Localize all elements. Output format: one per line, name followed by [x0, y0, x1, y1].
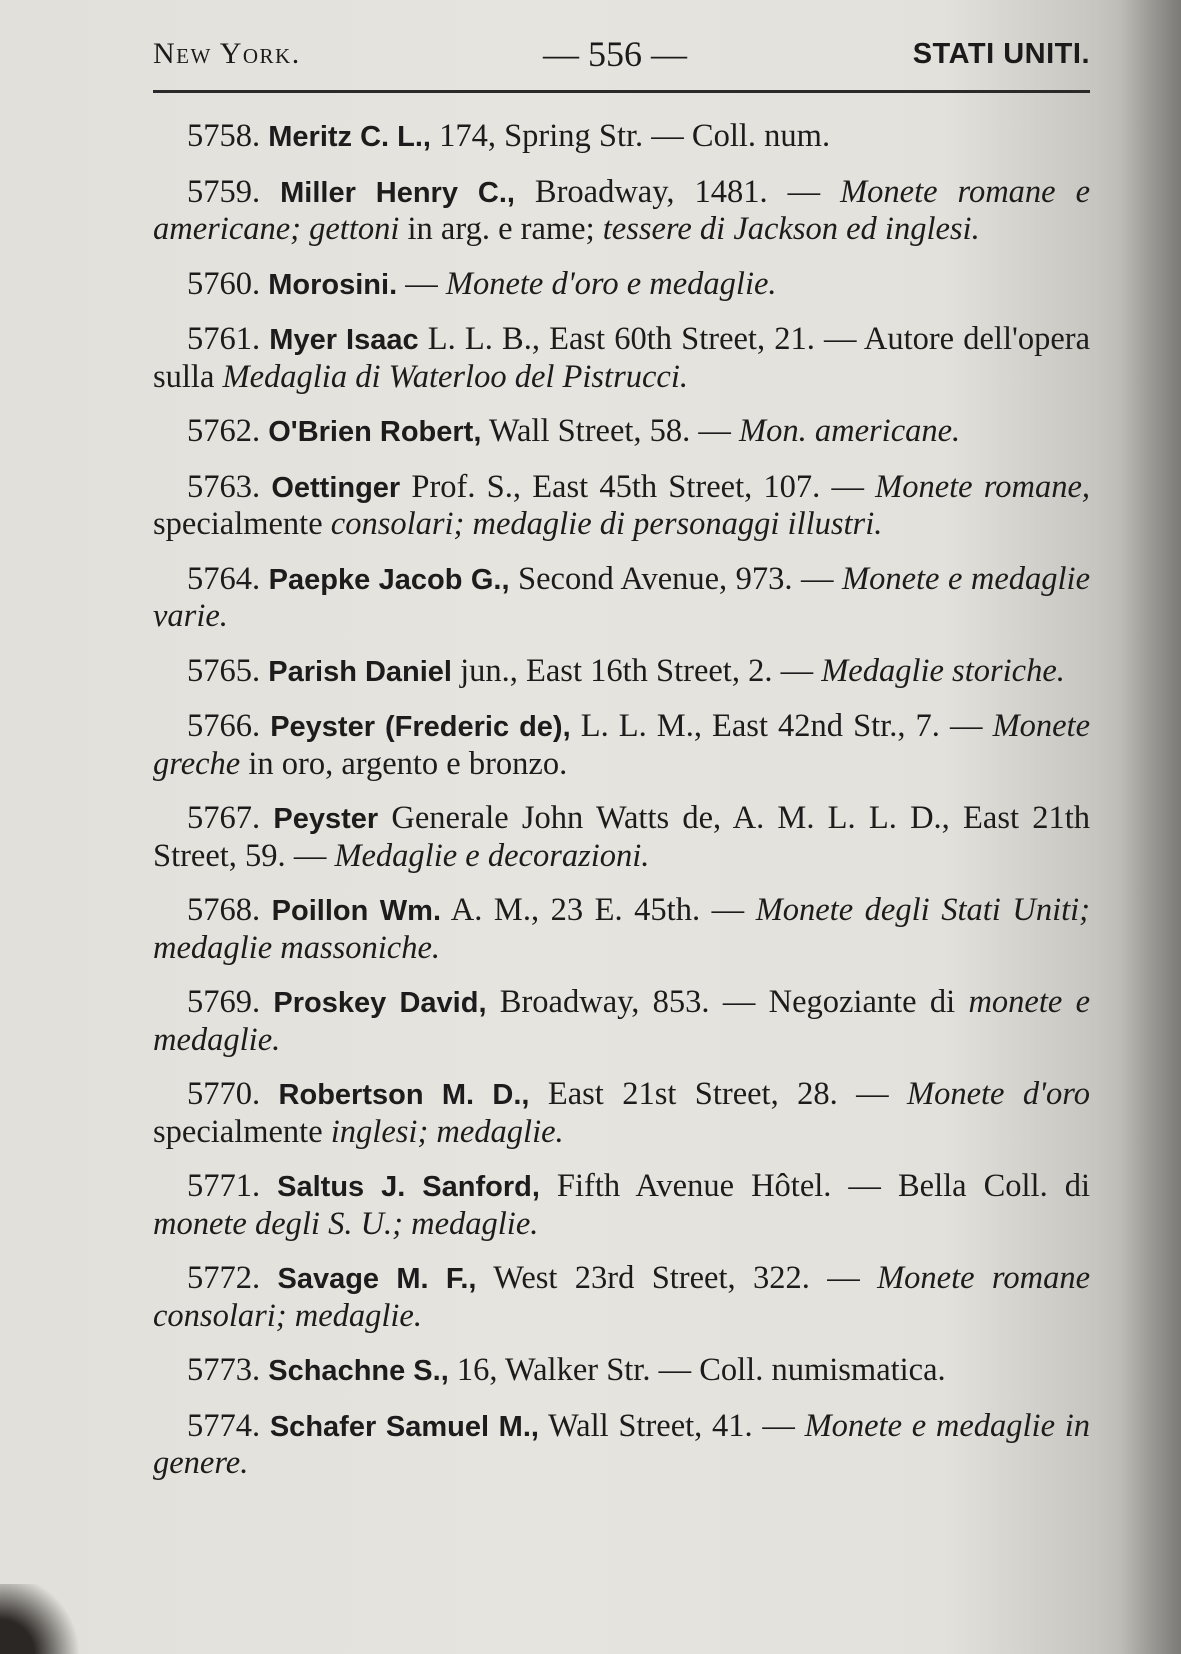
entry-number: 5766.: [187, 708, 261, 744]
entry-description-text: —: [837, 1076, 908, 1112]
entry-description-italic: Monete degli Stati Uniti; medaglie massoniche.: [153, 892, 1090, 966]
entry-number: 5761.: [187, 321, 261, 357]
directory-entry: [153, 653, 1090, 691]
entry-description-italic: consolari; medaglie di personaggi illustri.: [330, 506, 883, 542]
entry-name: Poillon Wm.: [271, 895, 442, 927]
entry-number: 5769.: [187, 984, 261, 1020]
entry-description-text: specialmente: [153, 506, 331, 542]
directory-entry: [153, 1076, 1090, 1150]
directory-entry: [153, 413, 1090, 451]
entry-number: 5764.: [187, 560, 261, 597]
entry-name: Schafer Samuel M.,: [269, 1410, 539, 1443]
page-number: — 556 —: [543, 34, 687, 74]
entry-description-italic: Monete d'oro: [907, 1076, 1091, 1112]
entry-description-text: —: [809, 1260, 878, 1296]
entry-description-italic: monete e medaglie.: [153, 984, 1090, 1058]
entry-description-text: —: [397, 265, 446, 302]
entry-description: [397, 266, 776, 302]
entry-description-text: —: [792, 560, 843, 597]
directory-entry: [153, 469, 1090, 543]
entry-description-italic: monete degli S. U.; medaglie.: [153, 1205, 539, 1242]
running-head-country: STATI UNITI.: [912, 38, 1090, 70]
entry-description-italic: Mon. americane.: [739, 413, 961, 449]
directory-entry: [153, 321, 1090, 395]
entry-description-italic: Monete d'oro e medaglie.: [445, 265, 777, 302]
entry-address: Broadway, 853.: [486, 984, 710, 1020]
entry-description-text: in oro, argento e bronzo.: [240, 745, 568, 782]
entry-description-italic: Medaglie e decorazioni.: [334, 837, 650, 874]
entry-address: L. L. B., East 60th Street, 21.: [418, 321, 815, 357]
entry-description-text: — Coll. num.: [643, 118, 831, 154]
entry-name: Meritz C. L.,: [268, 121, 431, 153]
entry-description-text: —: [820, 468, 876, 505]
directory-entry: [153, 1168, 1090, 1242]
entry-number: 5768.: [187, 892, 261, 928]
entry-number: 5763.: [187, 468, 261, 505]
entry-description: [650, 1352, 945, 1388]
entry-name: Peyster: [273, 803, 379, 835]
entry-description-text: —: [700, 892, 756, 928]
entry-name: Oettinger: [271, 471, 401, 504]
entry-description-text: —: [772, 652, 822, 689]
entry-name: Proskey David,: [273, 987, 487, 1019]
entry-address: Second Avenue, 973.: [509, 560, 793, 597]
header-rule: [153, 90, 1090, 93]
entry-description-italic: Monete romane consolari; medaglie.: [153, 1260, 1090, 1334]
entry-address: Generale John Watts de, A. M. L. L. D., East 21th Street, 59.: [153, 800, 1091, 874]
entry-address: Wall Street, 58.: [481, 413, 691, 449]
entry-description: [690, 413, 960, 449]
entry-description-text: —: [690, 413, 740, 449]
entry-number: 5773.: [187, 1352, 261, 1388]
entry-description-italic: Monete e medaglie varie.: [153, 560, 1091, 634]
entry-name: Peyster (Frederic de),: [270, 711, 571, 743]
entry-description-text: specialmente: [153, 1113, 331, 1150]
directory-entry: [153, 984, 1090, 1058]
entry-description-text: — Negoziante di: [709, 984, 969, 1020]
directory-entry: [153, 118, 1090, 156]
directory-entry: [153, 561, 1090, 635]
running-head: [153, 33, 1090, 85]
entry-address: Fifth Avenue Hôtel.: [539, 1168, 832, 1204]
entry-description-text: in arg. e rame;: [399, 211, 603, 247]
entry-description: [772, 653, 1064, 689]
entry-description-text: —: [939, 708, 993, 744]
entry-address: A. M., 23 E. 45th.: [441, 892, 701, 928]
entry-name: Morosini.: [268, 268, 398, 301]
entry-description-italic: tessere di Jackson ed inglesi.: [602, 211, 980, 247]
entry-number: 5774.: [187, 1407, 261, 1444]
directory-entry: [153, 174, 1090, 248]
entry-number: 5767.: [187, 800, 261, 836]
entry-description-italic: Monete greche: [153, 708, 1091, 782]
entry-number: 5770.: [187, 1076, 261, 1112]
entry-description-italic: Monete romane e americane; gettoni: [153, 173, 1091, 247]
page-gutter-shadow: [1121, 0, 1181, 1654]
entry-description: [286, 838, 650, 874]
entry-name: Parish Daniel: [268, 655, 452, 688]
entry-number: 5771.: [187, 1168, 261, 1204]
entry-address: L. L. M., East 42nd Str., 7.: [570, 708, 940, 744]
entry-description-text: —: [285, 837, 335, 874]
entry-description-text: — Autore dell'opera sulla: [153, 321, 1091, 395]
entry-name: Savage M. F.,: [277, 1263, 477, 1295]
entry-address: Prof. S., East 45th Street, 107.: [400, 468, 821, 505]
entry-description-text: —: [752, 1407, 805, 1444]
directory-entry: [153, 1352, 1090, 1390]
entry-description: [643, 118, 830, 154]
entry-description-text: — Coll. numismatica.: [650, 1352, 946, 1388]
running-head-city: New York.: [153, 37, 301, 70]
entry-name: Miller Henry C.,: [280, 176, 515, 209]
entry-address: Broadway, 1481.: [514, 173, 768, 210]
directory-entry: [153, 1260, 1090, 1334]
directory-entry: [153, 800, 1090, 874]
entry-number: 5760.: [187, 265, 261, 302]
entry-number: 5765.: [187, 652, 261, 689]
entry-name: Saltus J. Sanford,: [277, 1171, 540, 1203]
entry-address: West 23rd Street, 322.: [476, 1260, 810, 1296]
entry-address: 174, Spring Str.: [430, 118, 644, 154]
entry-name: Robertson M. D.,: [278, 1079, 530, 1111]
entry-description-italic: Monete e medaglie in genere.: [153, 1407, 1090, 1481]
entry-description-italic: Medaglie storiche.: [821, 652, 1065, 689]
entry-address: East 21st Street, 28.: [529, 1076, 838, 1112]
entry-description-italic: inglesi; medaglie.: [330, 1113, 564, 1150]
entry-description-text: —: [767, 173, 841, 210]
entry-name: Myer Isaac: [269, 324, 419, 356]
entry-number: 5759.: [187, 173, 261, 210]
directory-entry: [153, 892, 1090, 966]
directory-entries: [153, 118, 1090, 1500]
page-corner-shadow: [0, 1584, 90, 1654]
entry-description-italic: Monete romane,: [875, 468, 1091, 505]
entry-description-text: — Bella Coll. di: [831, 1168, 1090, 1204]
entry-number: 5772.: [187, 1260, 261, 1296]
entry-name: Schachne S.,: [268, 1355, 449, 1387]
directory-entry: [153, 266, 1090, 304]
entry-name: O'Brien Robert,: [268, 416, 482, 448]
entry-description-italic: Medaglia di Waterloo del Pistrucci.: [222, 358, 688, 395]
entry-address: 16, Walker Str.: [448, 1352, 651, 1388]
entry-address: Wall Street, 41.: [538, 1407, 753, 1444]
entry-address: jun., East 16th Street, 2.: [452, 652, 773, 689]
directory-entry: [153, 1408, 1090, 1482]
entry-number: 5762.: [187, 413, 261, 449]
directory-entry: [153, 708, 1090, 782]
entry-name: Paepke Jacob G.,: [268, 563, 510, 596]
entry-number: 5758.: [187, 118, 261, 154]
